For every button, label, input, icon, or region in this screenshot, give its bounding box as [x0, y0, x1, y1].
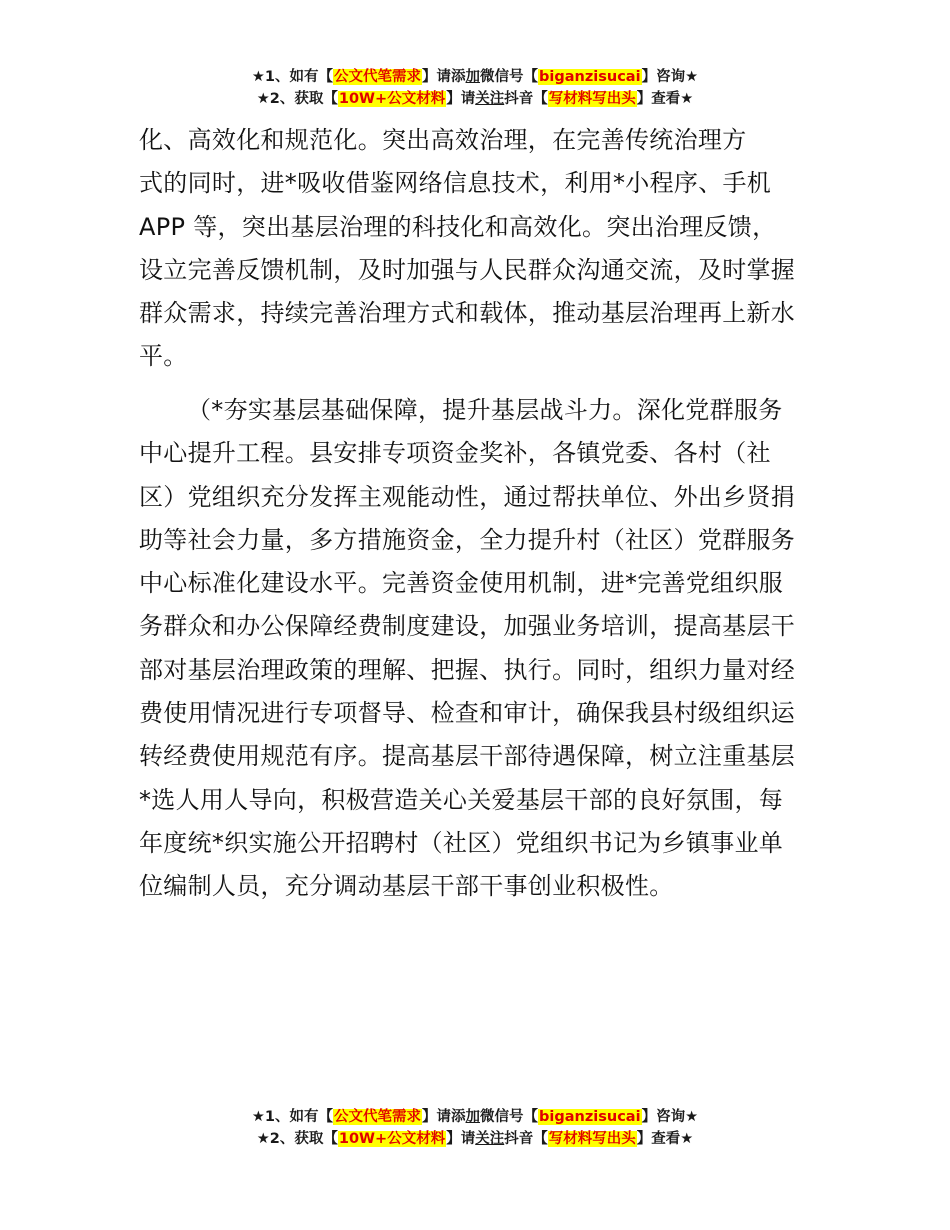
banner-line-2	[0, 1128, 950, 1150]
banner-line-2-suffix: 】查看★	[636, 91, 694, 107]
banner-line-1-middle-underlined: 加	[465, 69, 481, 85]
banner-line-1-highlight-wechat: biganzisucai	[539, 69, 641, 85]
banner-line-1-highlight-wechat: biganzisucai	[539, 1109, 641, 1125]
paragraph-line: 式的同时，进*吸收借鉴网络信息技术，利用*小程序、手机	[139, 169, 772, 198]
banner-line-1	[0, 66, 950, 88]
banner-line-1-suffix: 】咨询★	[641, 69, 699, 85]
banner-line-1-middle-a: 】请添	[422, 69, 466, 85]
paragraph-line: 中心标准化建设水平。完善资金使用机制，进*完善党组织服	[139, 569, 784, 598]
header-banner	[0, 66, 950, 110]
banner-line-2-highlight-account: 写材料写出头	[548, 1131, 636, 1147]
banner-line-1-prefix: ★1、如有【	[251, 69, 334, 85]
banner-line-1-suffix: 】咨询★	[641, 1109, 699, 1125]
paragraph-line: 化、高效化和规范化。突出高效治理，在完善传统治理方	[139, 126, 747, 154]
paragraph-line: 部对基层治理政策的理解、把握、执行。同时，组织力量对经	[139, 655, 796, 684]
paragraph-line: 费使用情况进行专项督导、检查和审计，确保我县村级组织运	[139, 699, 796, 728]
banner-line-1-highlight-service: 公文代笔需求	[334, 69, 422, 85]
banner-line-2-highlight-materials: 10W+公文材料	[338, 1131, 446, 1147]
banner-line-1	[0, 1106, 950, 1128]
paragraph-line: 中心提升工程。县安排专项资金奖补，各镇党委、各村（社	[139, 439, 771, 468]
banner-line-2-middle-b: 抖音【	[504, 1131, 548, 1147]
footer-banner	[0, 1106, 950, 1150]
paragraph-line: 助等社会力量，多方措施资金，全力提升村（社区）党群服务	[139, 525, 796, 554]
banner-line-2-prefix: ★2、获取【	[256, 1131, 338, 1147]
banner-line-1-middle-b: 微信号【	[480, 69, 539, 85]
banner-line-2-middle-b: 抖音【	[504, 91, 548, 107]
banner-line-2	[0, 88, 950, 110]
banner-line-2-middle-underlined: 关注	[475, 1131, 505, 1147]
document-paragraph-1	[139, 119, 814, 379]
banner-line-1-highlight-service: 公文代笔需求	[334, 1109, 422, 1125]
paragraph-line: 设立完善反馈机制，及时加强与人民群众沟通交流，及时掌握	[139, 255, 796, 284]
banner-line-1-middle-a: 】请添	[422, 1109, 466, 1125]
paragraph-line: （*夯实基层基础保障，提升基层战斗力。深化党群服务	[187, 396, 783, 424]
banner-line-2-prefix: ★2、获取【	[256, 91, 338, 107]
banner-line-2-highlight-materials: 10W+公文材料	[338, 91, 446, 107]
banner-line-1-middle-b: 微信号【	[480, 1109, 539, 1125]
banner-line-1-middle-underlined: 加	[465, 1109, 481, 1125]
paragraph-line: 转经费使用规范有序。提高基层干部待遇保障，树立注重基层	[139, 742, 796, 771]
paragraph-line: 务群众和办公保障经费制度建设，加强业务培训，提高基层干	[139, 612, 796, 641]
paragraph-line: 区）党组织充分发挥主观能动性，通过帮扶单位、外出乡贤捐	[139, 482, 796, 511]
banner-line-2-middle-a: 】请	[446, 1131, 476, 1147]
banner-line-2-highlight-account: 写材料写出头	[548, 91, 636, 107]
paragraph-line: *选人用人导向，积极营造关心关爱基层干部的良好氛围，每	[139, 785, 784, 814]
paragraph-line: 位编制人员，充分调动基层干部干事创业积极性。	[139, 872, 674, 901]
paragraph-line: 群众需求，持续完善治理方式和载体，推动基层治理再上新水	[139, 299, 796, 328]
banner-line-2-suffix: 】查看★	[636, 1131, 694, 1147]
paragraph-line: 年度统*织实施公开招聘村（社区）党组织书记为乡镇事业单	[139, 828, 784, 857]
paragraph-line: 平。	[139, 342, 188, 371]
banner-line-2-middle-underlined: 关注	[475, 91, 505, 107]
banner-line-1-prefix: ★1、如有【	[251, 1109, 334, 1125]
paragraph-line: APP 等，突出基层治理的科技化和高效化。突出治理反馈，	[139, 212, 777, 241]
banner-line-2-middle-a: 】请	[446, 91, 476, 107]
document-paragraph-2	[139, 389, 814, 909]
